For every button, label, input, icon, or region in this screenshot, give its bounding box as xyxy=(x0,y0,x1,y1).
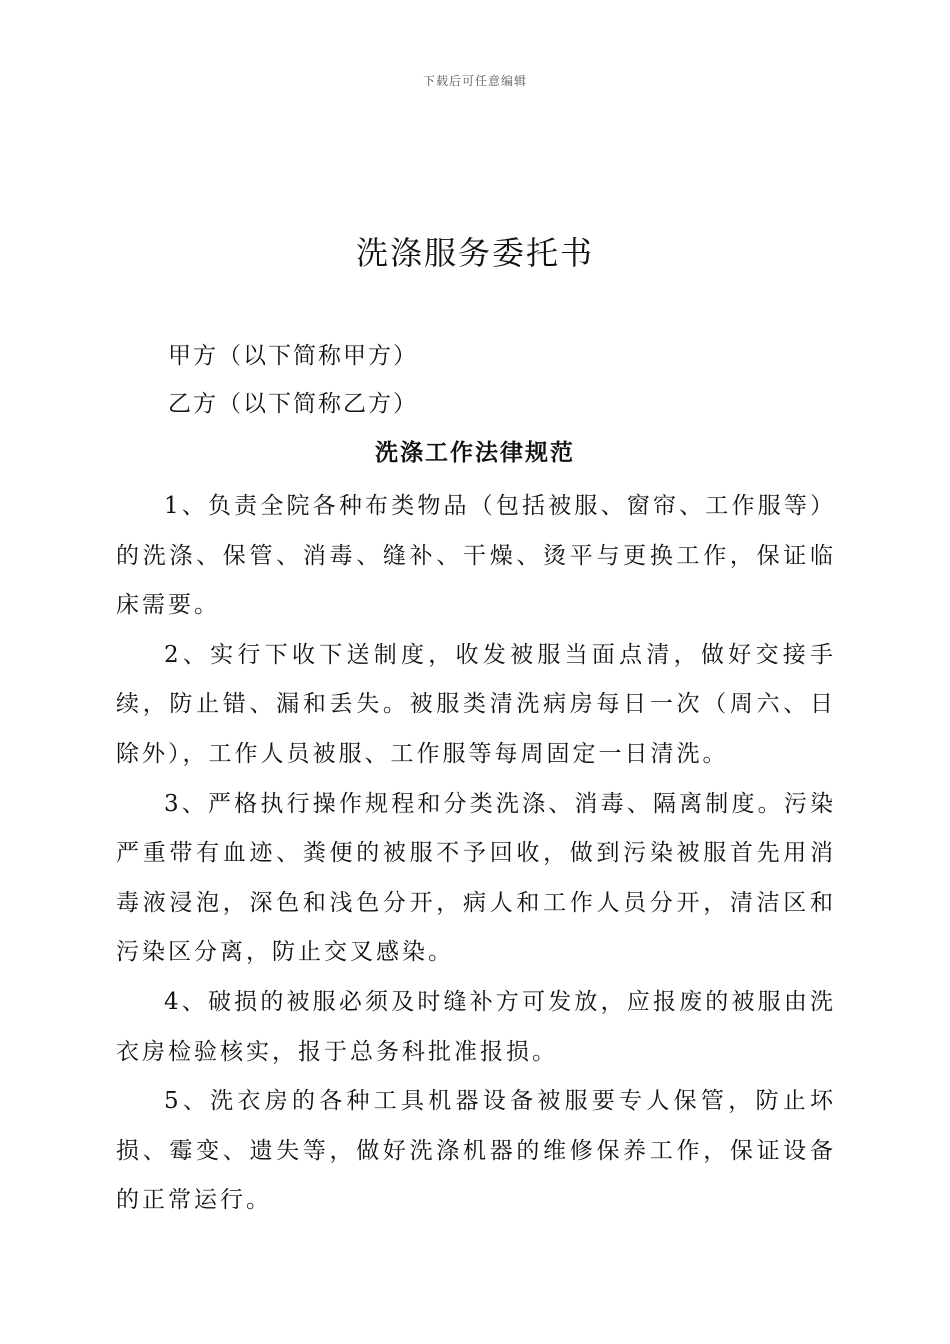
clause-4: 4、破损的被服必须及时缝补方可发放，应报废的被服由洗衣房检验核实，报于总务科批准报损。 xyxy=(116,988,836,1065)
clause-5: 5、洗衣房的各种工具机器设备被服要专人保管，防止坏损、霉变、遗失等，做好洗涤机器的维修保养工作，保证设备的正常运行。 xyxy=(116,1088,836,1214)
section-heading: 洗涤工作法律规范 xyxy=(375,440,575,466)
party-a-line: 甲方（以下简称甲方） xyxy=(168,343,418,369)
document-title: 洗涤服务委托书 xyxy=(355,234,594,272)
clause-2: 2、实行下收下送制度，收发被服当面点清，做好交接手续，防止错、漏和丢失。被服类清洗病房每日一次（周六、日除外），工作人员被服、工作服等每周固定一日清洗。 xyxy=(116,641,836,767)
party-b-line: 乙方（以下简称乙方） xyxy=(168,391,418,417)
clause-3: 3、严格执行操作规程和分类洗涤、消毒、隔离制度。污染严重带有血迹、粪便的被服不予回收，做到污染被服首先用消毒液浸泡，深色和浅色分开，病人和工作人员分开，清洁区和污染区分离，防止交叉感染。 xyxy=(116,790,836,966)
clauses-body xyxy=(116,482,836,1226)
clause-1: 1、负责全院各种布类物品（包括被服、窗帘、工作服等）的洗涤、保管、消毒、缝补、干燥、烫平与更换工作，保证临床需要。 xyxy=(116,493,836,619)
header-note: 下载后可任意编辑 xyxy=(422,74,527,88)
